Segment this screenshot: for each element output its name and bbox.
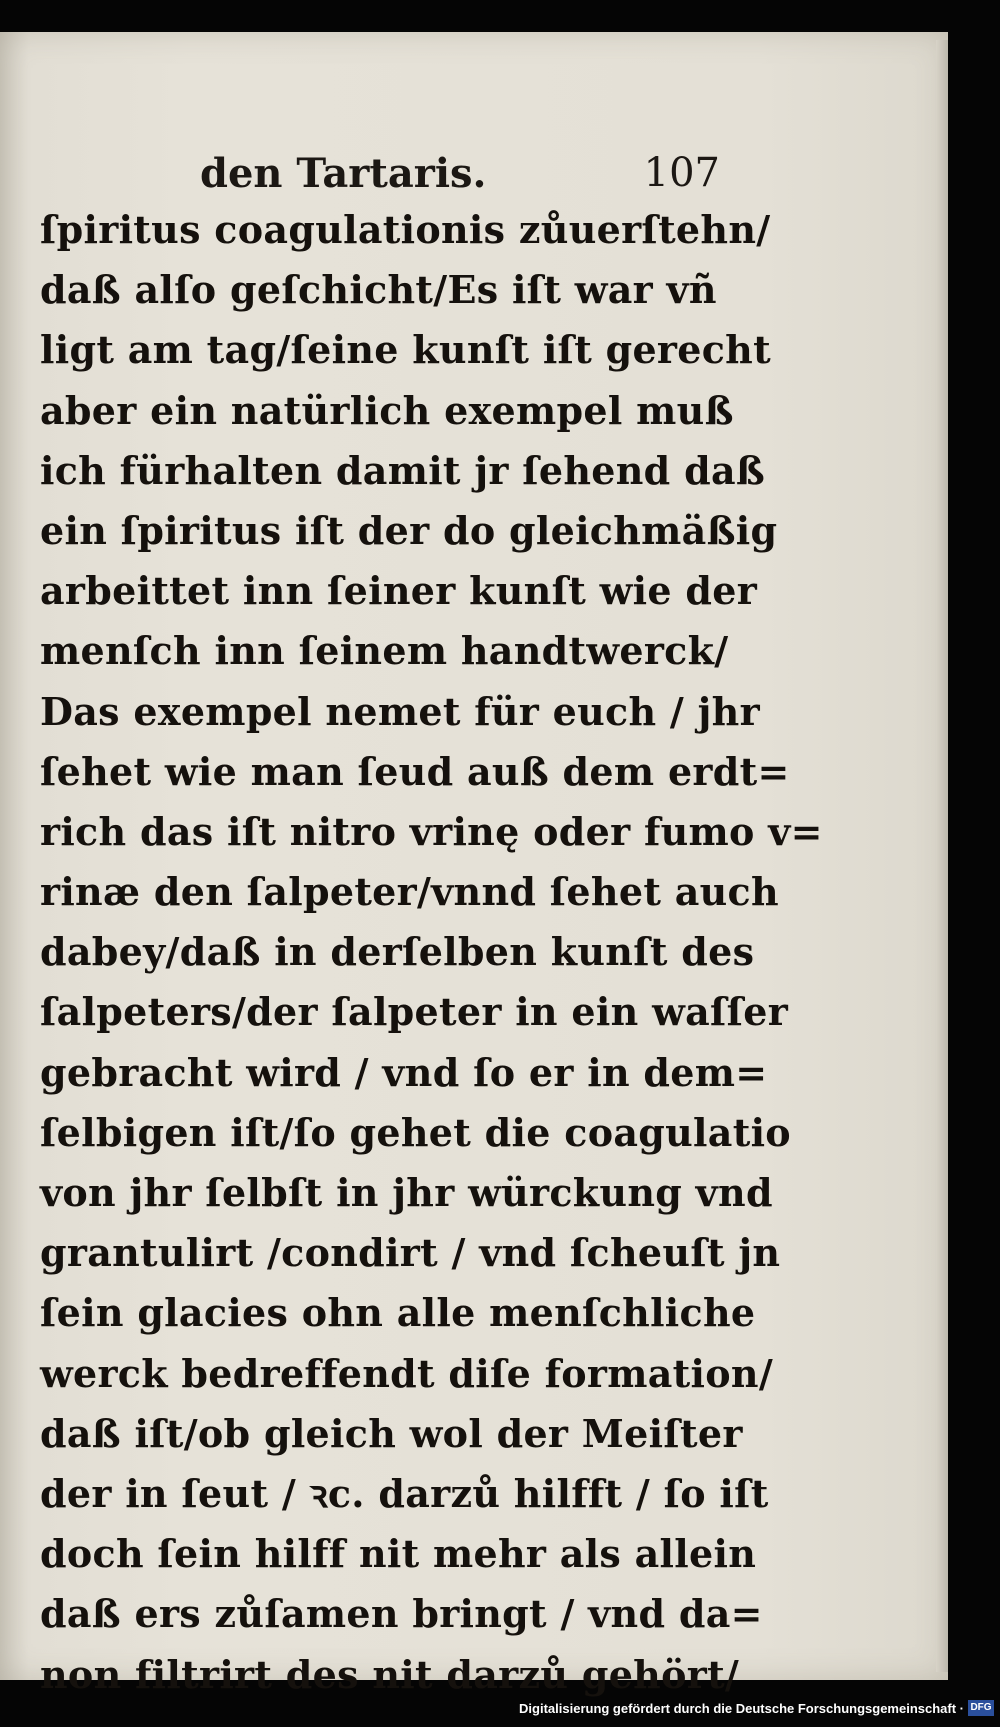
text-line: ligt am tag/ſeine kunſt iſt gerecht <box>40 327 771 373</box>
text-line: ſein glacies ohn alle menſchliche <box>40 1290 756 1336</box>
body-text <box>40 200 823 1705</box>
page-edge <box>936 40 948 1672</box>
text-line: ſpiritus coagulationis zůuerſtehn/ <box>40 207 771 252</box>
text-line: werck bedreffendt diſe formation/ <box>40 1350 774 1396</box>
funding-credit: Digitalisierung gefördert durch die Deutsche Forschungsgemeinschaft · <box>519 1701 964 1716</box>
text-line: dabey/daß in derſelben kunſt des <box>40 929 755 975</box>
text-line: daß alſo geſchicht/Es iſt war vñ <box>40 267 717 313</box>
footer-bar <box>0 1695 1000 1727</box>
page-header <box>200 150 720 204</box>
text-line: arbeittet inn ſeiner kunſt wie der <box>40 568 758 614</box>
text-line: ſelbigen iſt/ſo gehet die coagulatio <box>40 1109 791 1155</box>
page-number: 107 <box>643 150 720 196</box>
text-line: daß iſt/ob gleich wol der Meiſter <box>40 1410 743 1456</box>
text-line: Das exempel nemet für euch / jhr <box>40 688 760 734</box>
dfg-logo-badge: DFG <box>968 1700 994 1716</box>
text-line: ſalpeters/der ſalpeter in ein waſſer <box>40 989 789 1035</box>
text-line: ein ſpiritus iſt der do gleichmäßig <box>40 507 778 553</box>
text-line: doch ſein hilff nit mehr als allein <box>40 1531 757 1577</box>
text-line: grantulirt /condirt / vnd ſcheuſt jn <box>40 1230 781 1276</box>
text-line: menſch inn ſeinem handtwerck/ <box>40 628 729 674</box>
text-line: von jhr ſelbſt in jhr würckung vnd <box>40 1170 773 1215</box>
text-line: gebracht wird / vnd ſo er in dem= <box>40 1049 768 1095</box>
text-line: ich fürhalten damit jr ſehend daß <box>40 447 766 493</box>
text-line: ſehet wie man ſeud auß dem erdt= <box>40 748 790 794</box>
running-title: den Tartaris. <box>200 150 487 197</box>
text-line: aber ein natürlich exempel muß <box>40 387 734 433</box>
text-line: daß ers zůſamen bringt / vnd da= <box>40 1591 763 1637</box>
text-line: non filtrirt des nit darzů gehört/ <box>40 1651 740 1697</box>
text-line: der in ſeut / ꝛc. darzů hilfft / ſo iſt <box>40 1470 769 1516</box>
text-line: rich das iſt nitro vrinę oder fumo v= <box>40 808 823 854</box>
text-line: rinæ den ſalpeter/vnnd ſehet auch <box>40 869 779 915</box>
book-page <box>0 32 948 1697</box>
